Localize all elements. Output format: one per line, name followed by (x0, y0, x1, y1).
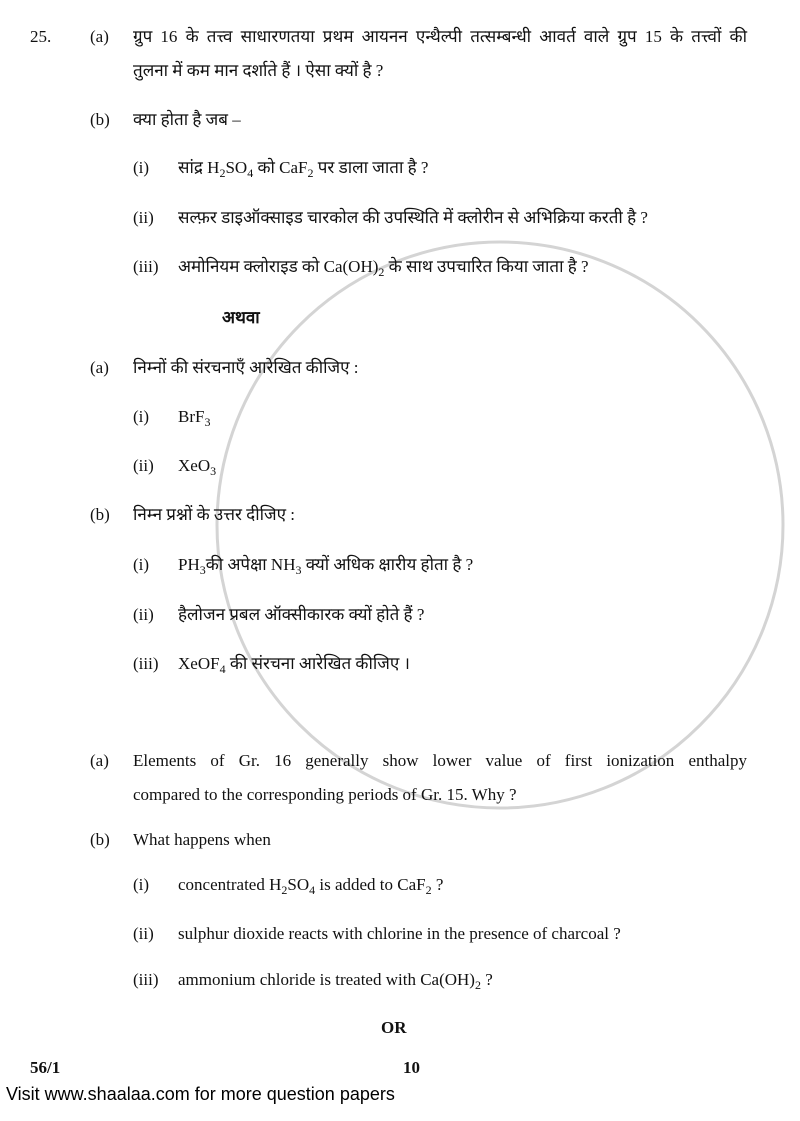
part-row (0, 505, 800, 525)
text-segment: ? (431, 875, 444, 894)
subscript: 2 (281, 883, 288, 897)
text-segment: सांद्र H (178, 158, 220, 177)
subpart-text (178, 654, 747, 674)
part-label: (a) (90, 27, 109, 46)
question-text: तुलना में कम मान दर्शाते हैं । ऐसा क्यों है ? (133, 61, 384, 80)
subpart-label: (ii) (133, 924, 154, 943)
subpart-label: (iii) (133, 257, 159, 276)
question-text: निम्नों की संरचनाएँ आरेखित कीजिए : (133, 358, 359, 377)
question-block (133, 27, 747, 81)
subpart-row (0, 257, 800, 277)
or-row (0, 1018, 800, 1038)
subpart-row (0, 158, 800, 178)
text-segment: concentrated H (178, 875, 282, 894)
subscript: 3 (210, 464, 217, 478)
subpart-row (0, 456, 800, 476)
subpart-text (178, 875, 747, 895)
subpart-label: (ii) (133, 208, 154, 227)
subpart-list (0, 875, 800, 990)
paper-code: 56/1 (30, 1058, 61, 1077)
part-label: (a) (90, 751, 109, 770)
subpart-row (0, 970, 800, 990)
text-segment: BrF (178, 407, 205, 426)
question-text: compared to the corresponding periods of Gr. 15. Why ? (133, 785, 517, 804)
question-text: Elements of Gr. 16 generally show lower value of first ionization enthalpy (133, 751, 747, 770)
subscript: 3 (295, 563, 302, 577)
subpart-label: (ii) (133, 605, 154, 624)
text-segment: के साथ उपचारित किया जाता है ? (384, 257, 589, 276)
subpart-label: (iii) (133, 970, 159, 989)
subpart-row (0, 208, 800, 228)
question-text: क्या होता है जब – (133, 110, 241, 129)
part-label: (a) (90, 358, 109, 377)
subpart-text (178, 407, 747, 427)
subscript: 4 (219, 662, 226, 676)
subpart-row (0, 555, 800, 575)
subscript: 3 (204, 415, 211, 429)
part-row (0, 830, 800, 850)
text-segment: XeOF (178, 654, 220, 673)
text-segment: SO (287, 875, 310, 894)
subpart-label: (i) (133, 875, 150, 894)
text-segment: PH (178, 555, 200, 574)
subscript: 3 (199, 563, 206, 577)
subscript: 4 (309, 883, 316, 897)
subpart-text (178, 257, 747, 277)
subpart-row (0, 407, 800, 427)
subpart-text (178, 158, 747, 178)
part-label: (b) (90, 505, 110, 524)
question-row (0, 27, 800, 81)
question-block (133, 751, 747, 805)
text-segment: अमोनियम क्लोराइड को Ca(OH) (178, 257, 379, 276)
text-segment: ? (480, 970, 493, 989)
text-segment: की संरचना आरेखित कीजिए । (225, 654, 410, 673)
question-content (0, 27, 800, 1038)
subpart-text (178, 456, 747, 476)
text-segment: पर डाला जाता है ? (313, 158, 429, 177)
subscript: 2 (219, 166, 226, 180)
subscript: 2 (425, 883, 432, 897)
footer-link[interactable]: Visit www.shaalaa.com for more question papers (6, 1084, 395, 1104)
part-label: (b) (90, 830, 110, 849)
subpart-label: (i) (133, 407, 150, 426)
subpart-label: (i) (133, 158, 150, 177)
question-text: ग्रुप 16 के तत्त्व साधारणतया प्रथम आयनन एन्थैल्पी तत्सम्बन्धी आवर्त वाले ग्रुप 15 के तत्त्वों की (133, 27, 747, 46)
part-row (0, 110, 800, 130)
part-label: (b) (90, 110, 110, 129)
subpart-text (178, 555, 747, 575)
question-row (0, 751, 800, 805)
page-number: 10 (403, 1058, 420, 1077)
subpart-label: (ii) (133, 456, 154, 475)
text-segment: सल्फ़र डाइऑक्साइड चारकोल की उपस्थिति में क्लोरीन से अभिक्रिया करती है ? (178, 208, 648, 227)
text-segment: SO (225, 158, 248, 177)
text-segment: की अपेक्षा NH (205, 555, 296, 574)
or-divider: अथवा (222, 308, 260, 327)
text-segment: ammonium chloride is treated with Ca(OH) (178, 970, 475, 989)
subscript: 2 (307, 166, 314, 180)
question-number: 25. (30, 27, 52, 46)
or-divider: OR (381, 1018, 407, 1037)
subscript: 4 (247, 166, 254, 180)
subpart-row (0, 605, 800, 625)
text-segment: sulphur dioxide reacts with chlorine in the presence of charcoal ? (178, 924, 621, 943)
subpart-text (178, 924, 747, 944)
subpart-row (0, 875, 800, 895)
subpart-label: (i) (133, 555, 150, 574)
subpart-row (0, 924, 800, 944)
subpart-text (178, 208, 747, 228)
text-segment: क्यों अधिक क्षारीय होता है ? (301, 555, 474, 574)
subscript: 2 (378, 265, 385, 279)
subpart-list (0, 407, 800, 476)
subpart-label: (iii) (133, 654, 159, 673)
text-segment: को CaF (253, 158, 308, 177)
text-segment: हैलोजन प्रबल ऑक्सीकारक क्यों होते हैं ? (178, 605, 425, 624)
question-text: What happens when (133, 830, 271, 849)
subpart-list (0, 158, 800, 277)
subpart-list (0, 555, 800, 674)
or-row (0, 308, 800, 328)
text-segment: XeO (178, 456, 211, 475)
text-segment: is added to CaF (315, 875, 426, 894)
subpart-text (178, 970, 747, 990)
subpart-row (0, 654, 800, 674)
subpart-text (178, 605, 747, 625)
question-text: निम्न प्रश्नों के उत्तर दीजिए : (133, 505, 295, 524)
subscript: 2 (474, 978, 481, 992)
part-row (0, 358, 800, 378)
